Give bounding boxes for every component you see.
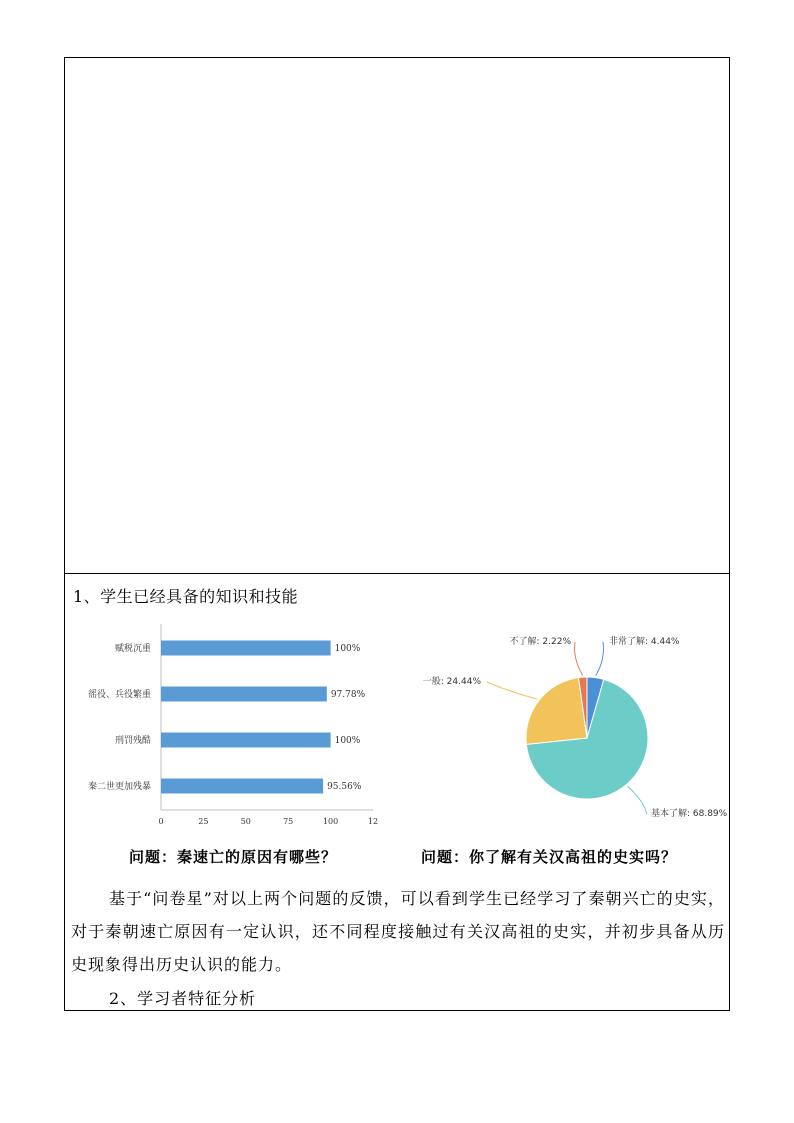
x-tick-label: 25	[198, 817, 209, 826]
bar-category-label: 刑罚残酷	[114, 736, 151, 746]
pie-slice	[526, 678, 587, 745]
bar-category-label: 徭役、兵役繁重	[87, 690, 151, 700]
content-cell	[65, 574, 729, 1010]
pie-leader-line	[596, 642, 604, 676]
bar	[161, 733, 331, 748]
pie-slice-label: 基本了解: 68.89%	[651, 809, 728, 819]
pie-slice-label: 不了解: 2.22%	[509, 637, 571, 647]
pie-leader-line	[575, 642, 583, 675]
bar-value-label: 95.56%	[327, 782, 362, 792]
bar-category-label: 秦二世更加残暴	[87, 782, 151, 792]
bar	[161, 779, 323, 794]
bar-value-label: 97.78%	[330, 690, 366, 700]
pie-leader-line	[628, 786, 648, 814]
pie-slice-label: 非常了解: 4.44%	[609, 637, 680, 647]
bar	[161, 687, 327, 702]
x-tick-label: 100	[322, 817, 339, 826]
pie-slice-label: 一般: 24.44%	[422, 677, 481, 687]
document-table	[64, 57, 730, 1011]
analysis-paragraph: 基于“问卷星”对以上两个问题的反馈，可以看到学生已经学习了秦朝兴亡的史实，对于秦朝速亡原因有一定认识，还不同程度接触过有关汉高祖的史实，并初步具备从历史现象得出历史认识的能力。	[71, 889, 725, 974]
bar	[161, 641, 331, 656]
subheading: 2、学习者特征分析	[109, 989, 257, 1008]
x-tick-label: 50	[240, 817, 251, 826]
bar-category-label: 赋税沉重	[114, 644, 151, 654]
x-tick-label: 0	[158, 817, 164, 826]
chart-caption-right: 问题：你了解有关汉高祖的史实吗？	[421, 848, 678, 866]
empty-top-cell	[65, 58, 729, 574]
bar-value-label: 100%	[334, 644, 361, 654]
chart-caption-left: 问题：秦速亡的原因有哪些？	[129, 848, 338, 866]
pie-leader-line	[487, 682, 537, 699]
x-tick-label: 75	[283, 817, 294, 826]
x-tick-label: 12	[367, 817, 379, 826]
pie-chart	[383, 620, 728, 840]
horizontal-bar-chart	[73, 620, 403, 840]
section-heading: 1、学生已经具备的知识和技能	[73, 587, 299, 606]
bar-value-label: 100%	[334, 736, 361, 746]
